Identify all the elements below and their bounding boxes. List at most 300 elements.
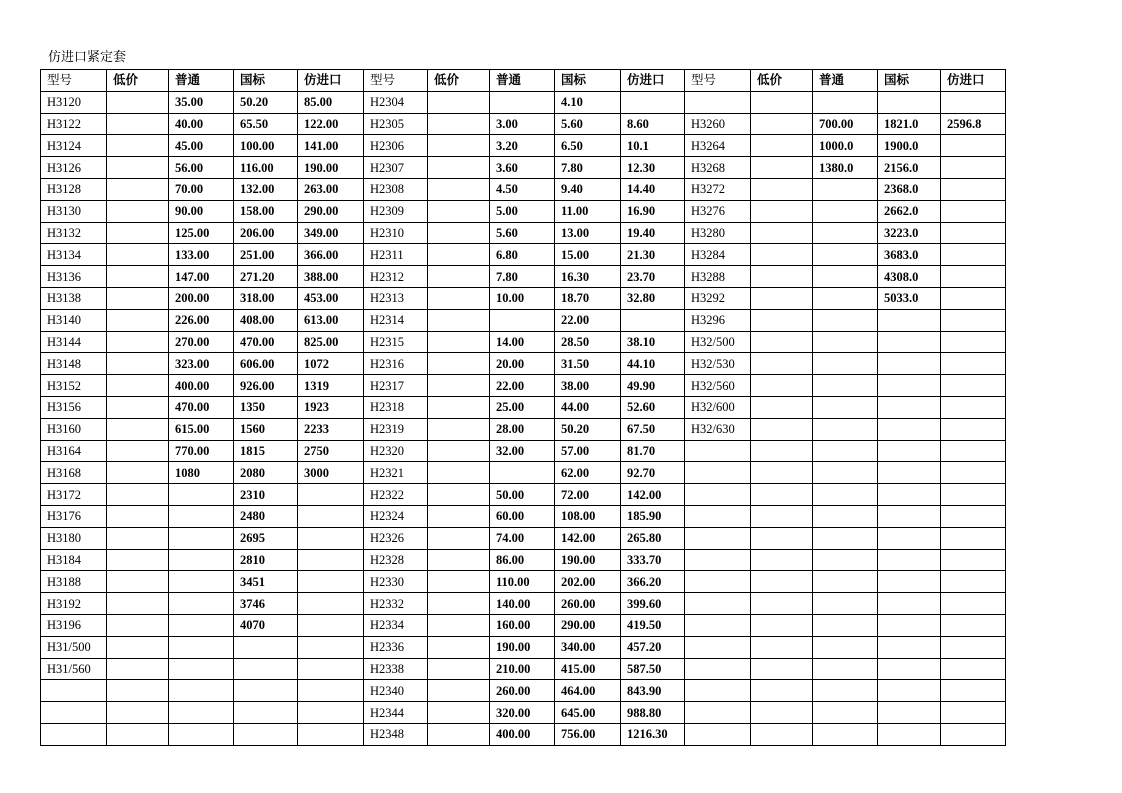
price-cell: 388.00 (298, 266, 364, 288)
column-header: 仿进口 (298, 70, 364, 92)
price-cell (941, 135, 1006, 157)
price-cell (107, 178, 169, 200)
model-cell (685, 527, 751, 549)
price-cell: 1350 (234, 396, 298, 418)
price-cell: 142.00 (621, 484, 685, 506)
price-table (40, 69, 1006, 746)
price-cell (941, 244, 1006, 266)
model-cell: H3276 (685, 200, 751, 222)
model-cell (685, 505, 751, 527)
model-cell: H32/500 (685, 331, 751, 353)
price-cell: 35.00 (169, 91, 234, 113)
model-cell: H3152 (41, 375, 107, 397)
price-cell (751, 135, 813, 157)
price-cell: 13.00 (555, 222, 621, 244)
price-cell: 160.00 (490, 614, 555, 636)
column-header: 普通 (813, 70, 878, 92)
price-cell (941, 178, 1006, 200)
price-cell (751, 702, 813, 724)
price-cell: 142.00 (555, 527, 621, 549)
price-cell (813, 440, 878, 462)
price-cell (751, 527, 813, 549)
price-cell (813, 658, 878, 680)
price-cell: 2156.0 (878, 157, 941, 179)
price-cell (813, 571, 878, 593)
price-cell (813, 266, 878, 288)
model-cell: H3260 (685, 113, 751, 135)
price-cell (107, 331, 169, 353)
price-cell: 57.00 (555, 440, 621, 462)
price-cell: 32.80 (621, 287, 685, 309)
price-cell: 202.00 (555, 571, 621, 593)
price-cell (107, 244, 169, 266)
table-row (41, 113, 1006, 135)
price-cell (107, 113, 169, 135)
price-cell (941, 549, 1006, 571)
price-cell (941, 593, 1006, 615)
price-cell (878, 353, 941, 375)
column-header: 国标 (878, 70, 941, 92)
price-cell: 21.30 (621, 244, 685, 266)
price-cell: 190.00 (555, 549, 621, 571)
price-cell (751, 178, 813, 200)
price-cell: 190.00 (298, 157, 364, 179)
model-cell: H2319 (364, 418, 428, 440)
header-row (41, 70, 1006, 92)
price-cell: 926.00 (234, 375, 298, 397)
price-cell (107, 266, 169, 288)
price-cell (169, 680, 234, 702)
price-cell (751, 266, 813, 288)
price-cell (107, 571, 169, 593)
price-cell (169, 484, 234, 506)
price-cell: 318.00 (234, 287, 298, 309)
price-cell: 108.00 (555, 505, 621, 527)
model-cell: H2326 (364, 527, 428, 549)
column-header: 仿进口 (621, 70, 685, 92)
price-cell: 60.00 (490, 505, 555, 527)
price-cell (813, 527, 878, 549)
price-cell (428, 287, 490, 309)
price-cell (169, 549, 234, 571)
price-cell (751, 440, 813, 462)
price-cell (107, 702, 169, 724)
model-cell: H2320 (364, 440, 428, 462)
price-cell (107, 309, 169, 331)
price-cell (878, 549, 941, 571)
model-cell (41, 723, 107, 745)
price-cell: 12.30 (621, 157, 685, 179)
price-cell (107, 353, 169, 375)
price-cell (428, 680, 490, 702)
price-cell: 70.00 (169, 178, 234, 200)
model-cell: H2312 (364, 266, 428, 288)
column-header: 型号 (364, 70, 428, 92)
price-cell (941, 636, 1006, 658)
price-cell (298, 614, 364, 636)
price-cell: 756.00 (555, 723, 621, 745)
price-cell: 270.00 (169, 331, 234, 353)
model-cell: H3148 (41, 353, 107, 375)
model-cell: H3126 (41, 157, 107, 179)
price-cell (298, 593, 364, 615)
price-cell (169, 636, 234, 658)
price-cell: 4.50 (490, 178, 555, 200)
price-cell: 116.00 (234, 157, 298, 179)
model-cell: H2313 (364, 287, 428, 309)
column-header: 国标 (234, 70, 298, 92)
table-row (41, 440, 1006, 462)
price-cell: 251.00 (234, 244, 298, 266)
price-cell: 19.40 (621, 222, 685, 244)
price-cell (878, 396, 941, 418)
price-cell: 14.00 (490, 331, 555, 353)
price-cell (428, 418, 490, 440)
price-cell: 415.00 (555, 658, 621, 680)
price-cell (878, 418, 941, 440)
price-cell (107, 723, 169, 745)
model-cell (41, 680, 107, 702)
price-cell: 5.60 (555, 113, 621, 135)
model-cell: H3156 (41, 396, 107, 418)
price-cell: 615.00 (169, 418, 234, 440)
price-cell (941, 91, 1006, 113)
price-cell: 28.50 (555, 331, 621, 353)
price-cell (941, 527, 1006, 549)
price-cell (878, 636, 941, 658)
price-cell (941, 375, 1006, 397)
price-cell (941, 440, 1006, 462)
model-cell (685, 658, 751, 680)
price-cell: 3223.0 (878, 222, 941, 244)
model-cell: H2309 (364, 200, 428, 222)
price-cell (107, 135, 169, 157)
model-cell: H3188 (41, 571, 107, 593)
price-cell: 31.50 (555, 353, 621, 375)
price-cell: 399.60 (621, 593, 685, 615)
price-cell: 206.00 (234, 222, 298, 244)
table-row (41, 135, 1006, 157)
model-cell (685, 91, 751, 113)
price-cell: 2596.8 (941, 113, 1006, 135)
price-cell (490, 309, 555, 331)
price-cell: 32.00 (490, 440, 555, 462)
price-cell: 9.40 (555, 178, 621, 200)
price-cell: 100.00 (234, 135, 298, 157)
price-cell (107, 287, 169, 309)
price-cell: 5033.0 (878, 287, 941, 309)
price-cell: 50.00 (490, 484, 555, 506)
price-cell: 1923 (298, 396, 364, 418)
price-cell: 65.50 (234, 113, 298, 135)
price-cell (298, 658, 364, 680)
price-cell (941, 614, 1006, 636)
price-cell (941, 484, 1006, 506)
price-cell: 1900.0 (878, 135, 941, 157)
price-cell: 333.70 (621, 549, 685, 571)
price-cell (878, 309, 941, 331)
price-cell (878, 331, 941, 353)
price-cell (813, 331, 878, 353)
model-cell: H2315 (364, 331, 428, 353)
price-cell (878, 593, 941, 615)
price-cell (298, 549, 364, 571)
price-cell (941, 658, 1006, 680)
price-cell: 2310 (234, 484, 298, 506)
price-cell (428, 593, 490, 615)
price-cell (428, 309, 490, 331)
table-row (41, 178, 1006, 200)
table-body (41, 91, 1006, 745)
price-cell: 28.00 (490, 418, 555, 440)
table-row (41, 680, 1006, 702)
price-cell (107, 658, 169, 680)
price-cell (941, 200, 1006, 222)
price-cell: 587.50 (621, 658, 685, 680)
price-cell (428, 462, 490, 484)
price-cell (941, 287, 1006, 309)
price-cell: 56.00 (169, 157, 234, 179)
price-cell (751, 484, 813, 506)
price-cell (107, 91, 169, 113)
column-header: 普通 (169, 70, 234, 92)
price-cell (428, 222, 490, 244)
price-cell (751, 396, 813, 418)
price-cell: 85.00 (298, 91, 364, 113)
price-cell (813, 593, 878, 615)
price-cell (428, 375, 490, 397)
price-cell (107, 157, 169, 179)
price-cell (813, 287, 878, 309)
model-cell: H3180 (41, 527, 107, 549)
model-cell: H32/630 (685, 418, 751, 440)
price-cell (751, 331, 813, 353)
price-cell: 1821.0 (878, 113, 941, 135)
table-row (41, 636, 1006, 658)
price-cell: 23.70 (621, 266, 685, 288)
price-cell (751, 113, 813, 135)
price-cell: 158.00 (234, 200, 298, 222)
price-cell: 988.80 (621, 702, 685, 724)
price-cell (878, 702, 941, 724)
price-cell: 1072 (298, 353, 364, 375)
column-header: 低价 (428, 70, 490, 92)
price-cell: 40.00 (169, 113, 234, 135)
model-cell: H3288 (685, 266, 751, 288)
price-cell (428, 549, 490, 571)
price-cell (428, 157, 490, 179)
price-cell: 2080 (234, 462, 298, 484)
model-cell (685, 484, 751, 506)
model-cell (685, 702, 751, 724)
model-cell: H3128 (41, 178, 107, 200)
model-cell: H32/530 (685, 353, 751, 375)
price-cell (107, 462, 169, 484)
price-cell (941, 571, 1006, 593)
price-cell: 200.00 (169, 287, 234, 309)
model-cell: H2308 (364, 178, 428, 200)
price-cell: 366.00 (298, 244, 364, 266)
price-cell: 133.00 (169, 244, 234, 266)
price-cell (751, 157, 813, 179)
price-cell (751, 375, 813, 397)
price-cell (169, 571, 234, 593)
price-cell: 3000 (298, 462, 364, 484)
model-cell (685, 593, 751, 615)
price-cell (813, 353, 878, 375)
price-cell (941, 396, 1006, 418)
price-cell (813, 484, 878, 506)
price-cell: 141.00 (298, 135, 364, 157)
model-cell: H3184 (41, 549, 107, 571)
model-cell: H3164 (41, 440, 107, 462)
price-cell: 25.00 (490, 396, 555, 418)
model-cell: H2340 (364, 680, 428, 702)
table-row (41, 484, 1006, 506)
price-cell: 400.00 (490, 723, 555, 745)
price-cell (751, 680, 813, 702)
price-cell: 340.00 (555, 636, 621, 658)
price-cell (751, 418, 813, 440)
table-row (41, 658, 1006, 680)
column-header: 仿进口 (941, 70, 1006, 92)
table-row (41, 287, 1006, 309)
price-cell (813, 375, 878, 397)
price-cell (169, 658, 234, 680)
model-cell (685, 680, 751, 702)
price-cell (813, 462, 878, 484)
price-cell (751, 723, 813, 745)
model-cell (685, 614, 751, 636)
price-cell: 453.00 (298, 287, 364, 309)
price-cell: 470.00 (234, 331, 298, 353)
price-cell: 147.00 (169, 266, 234, 288)
model-cell: H2304 (364, 91, 428, 113)
price-cell: 1560 (234, 418, 298, 440)
price-cell (878, 440, 941, 462)
price-cell (107, 222, 169, 244)
price-cell (813, 200, 878, 222)
price-cell (428, 266, 490, 288)
price-cell: 7.80 (555, 157, 621, 179)
price-cell: 271.20 (234, 266, 298, 288)
table-row (41, 353, 1006, 375)
price-cell (941, 418, 1006, 440)
model-cell: H3122 (41, 113, 107, 135)
price-cell (107, 636, 169, 658)
price-cell: 3.20 (490, 135, 555, 157)
column-header: 低价 (751, 70, 813, 92)
model-cell: H31/560 (41, 658, 107, 680)
price-cell (107, 614, 169, 636)
price-cell: 16.30 (555, 266, 621, 288)
price-cell (621, 309, 685, 331)
price-cell: 2750 (298, 440, 364, 462)
price-cell: 3.00 (490, 113, 555, 135)
table-row (41, 375, 1006, 397)
price-cell (169, 702, 234, 724)
price-cell (428, 91, 490, 113)
model-cell: H3136 (41, 266, 107, 288)
price-cell (751, 462, 813, 484)
price-cell (298, 484, 364, 506)
price-cell (234, 680, 298, 702)
price-cell (169, 614, 234, 636)
model-cell (685, 462, 751, 484)
price-cell: 92.70 (621, 462, 685, 484)
price-cell: 110.00 (490, 571, 555, 593)
document-title: 仿进口紧定套 (48, 49, 127, 64)
price-cell (751, 353, 813, 375)
price-cell: 72.00 (555, 484, 621, 506)
model-cell: H2322 (364, 484, 428, 506)
price-cell (428, 614, 490, 636)
price-cell: 226.00 (169, 309, 234, 331)
price-cell (751, 244, 813, 266)
price-cell: 2695 (234, 527, 298, 549)
model-cell: H2317 (364, 375, 428, 397)
price-cell: 2662.0 (878, 200, 941, 222)
table-row (41, 418, 1006, 440)
price-cell: 38.00 (555, 375, 621, 397)
table-row (41, 614, 1006, 636)
price-cell (298, 505, 364, 527)
price-cell (813, 91, 878, 113)
price-cell (878, 680, 941, 702)
price-cell: 400.00 (169, 375, 234, 397)
price-cell (234, 723, 298, 745)
model-cell: H3124 (41, 135, 107, 157)
price-cell (813, 723, 878, 745)
model-cell: H2338 (364, 658, 428, 680)
price-cell (941, 309, 1006, 331)
price-cell (298, 702, 364, 724)
price-cell (878, 527, 941, 549)
table-row (41, 309, 1006, 331)
model-cell: H3192 (41, 593, 107, 615)
model-cell: H2306 (364, 135, 428, 157)
price-cell: 825.00 (298, 331, 364, 353)
model-cell: H2332 (364, 593, 428, 615)
price-cell (878, 658, 941, 680)
price-cell: 90.00 (169, 200, 234, 222)
price-cell (428, 505, 490, 527)
price-cell (751, 309, 813, 331)
model-cell: H2328 (364, 549, 428, 571)
price-cell: 10.1 (621, 135, 685, 157)
price-cell (878, 614, 941, 636)
model-cell: H2316 (364, 353, 428, 375)
price-cell: 50.20 (555, 418, 621, 440)
table-row (41, 396, 1006, 418)
price-cell (428, 702, 490, 724)
price-cell: 185.90 (621, 505, 685, 527)
price-cell (298, 723, 364, 745)
price-cell (107, 505, 169, 527)
model-cell: H32/600 (685, 396, 751, 418)
price-cell: 45.00 (169, 135, 234, 157)
model-cell: H3296 (685, 309, 751, 331)
price-cell: 1080 (169, 462, 234, 484)
price-cell: 263.00 (298, 178, 364, 200)
price-cell (107, 440, 169, 462)
price-cell: 323.00 (169, 353, 234, 375)
table-row (41, 331, 1006, 353)
price-cell: 4308.0 (878, 266, 941, 288)
price-cell: 20.00 (490, 353, 555, 375)
model-cell: H3272 (685, 178, 751, 200)
model-cell: H2344 (364, 702, 428, 724)
